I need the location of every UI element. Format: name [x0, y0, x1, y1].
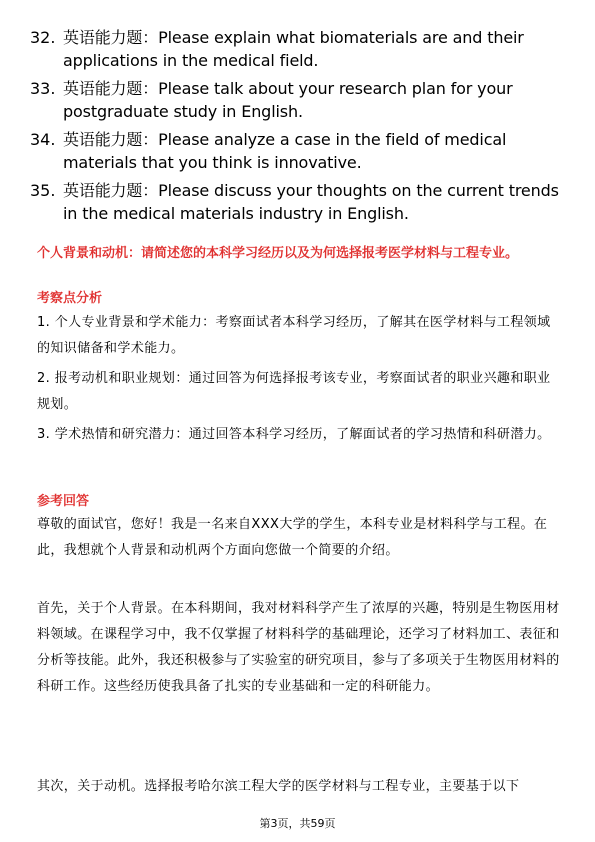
analysis-heading: 考察点分析 — [37, 291, 103, 306]
question-text: 英语能力题：Please analyze a case in the field of medical materials that you think is innovative. — [63, 130, 507, 172]
page-footer: 第3页，共59页 — [259, 817, 336, 830]
answer-paragraph: 其次，关于动机。选择报考哈尔滨工程大学的医学材料与工程专业，主要基于以下 — [37, 779, 520, 794]
analysis-point: 1. 个人专业背景和学术能力：考察面试者本科学习经历，了解其在医学材料与工程领域的知识储备和学术能力。 — [37, 315, 551, 356]
answer-paragraph: 首先，关于个人背景。在本科期间，我对材料科学产生了浓厚的兴趣，特别是生物医用材料领域。在课程学习中，我不仅掌握了材料科学的基础理论，还学习了材料加工、表征和分析等技能。此外，我还积极参与了实验室的研究项目，参与了多项关于生物医用材料的科研工作。这些经历使我具备了扎实的专业基础和一定的科研能力。 — [37, 601, 560, 694]
answer-heading: 参考回答 — [37, 494, 90, 509]
question-text: 英语能力题：Please explain what biomaterials are and their applications in the medical field. — [63, 28, 524, 70]
question-item — [30, 26, 565, 72]
question-item — [30, 179, 565, 225]
question-text: 英语能力题：Please discuss your thoughts on the current trends in the medical materials industry in English. — [63, 181, 559, 223]
analysis-point: 2. 报考动机和职业规划：通过回答为何选择报考该专业，考察面试者的职业兴趣和职业规划。 — [37, 371, 551, 412]
question-number: 34. — [30, 130, 56, 149]
question-number: 32. — [30, 28, 56, 47]
question-item — [30, 77, 565, 123]
answer-paragraph: 尊敬的面试官，您好！我是一名来自XXX大学的学生，本科专业是材料科学与工程。在此，我想就个人背景和动机两个方面向您做一个简要的介绍。 — [37, 517, 548, 558]
question-number: 33. — [30, 79, 56, 98]
question-list — [30, 26, 565, 230]
question-number: 35. — [30, 181, 56, 200]
analysis-point: 3. 学术热情和研究潜力：通过回答本科学习经历，了解面试者的学习热情和科研潜力。 — [37, 427, 551, 442]
question-item — [30, 128, 565, 174]
question-text: 英语能力题：Please talk about your research plan for your postgraduate study in English. — [63, 79, 513, 121]
section-title: 个人背景和动机：请简述您的本科学习经历以及为何选择报考医学材料与工程专业。 — [37, 246, 519, 261]
